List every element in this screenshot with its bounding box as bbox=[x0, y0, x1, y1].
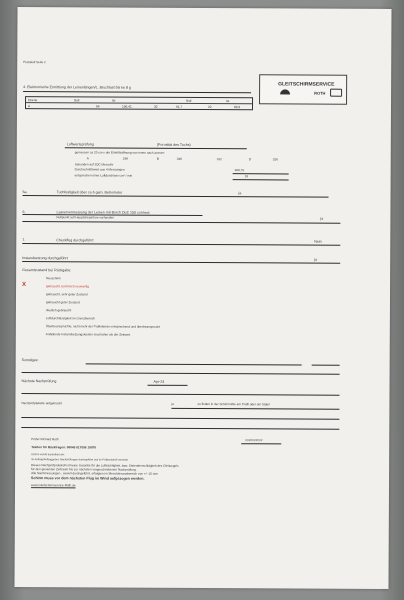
divider bbox=[21, 417, 339, 420]
section4-title: 4. Elektronische Ermittlung der Leinenlängen/L. Bruchlast bis ke 8 g bbox=[23, 85, 131, 90]
sticker-note: zu finden in der Schirmmitte am Profil oder am Stabil bbox=[197, 401, 270, 407]
maintenance-label: Instandsetzung durchgeführt bbox=[22, 256, 68, 261]
table-cell: 32 bbox=[153, 104, 158, 109]
condition-option-selected: gebraucht, technisch neuwertig bbox=[46, 284, 89, 289]
table-cell: 22 bbox=[207, 104, 212, 109]
phone-label: Telefon für Rückfragen: 00049 017096 19975 bbox=[31, 445, 97, 450]
seconds-label: Sekunden auf JDC Messuhr bbox=[74, 162, 114, 167]
selected-mark: X bbox=[22, 282, 27, 289]
sticker-value: ja bbox=[171, 401, 174, 406]
cell-key: B bbox=[156, 156, 159, 161]
divider bbox=[23, 195, 329, 198]
condition-option: Überbeanspruchte, nicht mehr der Prüfkriterien entsprechend und überbeansprucht bbox=[45, 324, 161, 329]
sticker-label: Nachprüfplakette aufgebracht bbox=[21, 401, 63, 406]
section6-number: 6. bbox=[22, 210, 26, 215]
footer-line2: Im Auftrag/Auftraggeber: Nachprüfungen durchgeführt und im Prüfprotokoll vermerkt bbox=[31, 458, 128, 462]
divider bbox=[171, 408, 339, 410]
table-cell: 196,41 bbox=[121, 104, 132, 109]
divider bbox=[233, 179, 289, 180]
table-cell: 64 bbox=[95, 104, 100, 109]
table-header: Ist bbox=[226, 98, 230, 103]
table-header: Ist bbox=[112, 98, 116, 103]
line-length-table bbox=[25, 96, 253, 110]
table-cell: 89,9 bbox=[233, 104, 241, 109]
section6-sub: Nullpunkt auf Hauptstreparture vorhanden bbox=[56, 215, 115, 220]
divider bbox=[241, 443, 281, 444]
divider bbox=[86, 363, 302, 365]
per-min-value: 18 bbox=[244, 174, 249, 179]
measured-note: gemessen ca 20 cm v der Eintrittsöffnung von innen nach aussen bbox=[74, 150, 165, 155]
footer-line3: Dieses Nachprüfprotokoll ist keine Garantie für die Lufttüchtigkeit, bzw. Steiendenschlägkeit des Gleitsegels bbox=[31, 463, 179, 468]
divider bbox=[22, 372, 340, 375]
condition-option: Anfallende Instandsetzungskosten sind höher als der Zeitwert bbox=[45, 332, 131, 337]
condition-option: Luftdurchlässigkeit im Grenzbereich bbox=[45, 316, 96, 321]
cell-value: 326 bbox=[272, 157, 278, 162]
footer-line4: für den gesamten Zeitraum bis zur nächsten vorgeschriebenen Nachprüfung. bbox=[31, 467, 137, 472]
divider bbox=[312, 365, 340, 366]
protocol-label: Protokoll Seite 2 bbox=[23, 60, 46, 65]
cell-value: 249 bbox=[122, 156, 128, 161]
table-header: Ebene bbox=[28, 97, 38, 102]
footer-line5: Alle Nachmessungen , soweit durchgeführt, erfolgten im Messtoleranzbereich von +/- 15 mm bbox=[31, 471, 158, 476]
cell-key: D bbox=[248, 157, 251, 162]
company-logo bbox=[259, 74, 347, 104]
table-header: Soll bbox=[74, 98, 80, 103]
condition-option: Neuschirm bbox=[46, 276, 61, 281]
air-test-title: Luftwerteprüfung bbox=[66, 142, 94, 147]
divider bbox=[233, 173, 289, 174]
section6-value: ja bbox=[320, 216, 324, 221]
section5-number: 5a. bbox=[22, 190, 28, 195]
glider-wing-icon bbox=[280, 89, 290, 94]
footer-line1: Schirm wurde kontrolliert am: bbox=[31, 453, 65, 457]
table-cell: A bbox=[27, 103, 31, 108]
next-check-value: Apr-24 bbox=[153, 379, 165, 384]
section6-label: Lasververmessung der Leinen mit Borch DLE 150 connect bbox=[56, 210, 150, 215]
per-min-label: entsprechen einer Luftdurchlass cm² / min bbox=[74, 173, 133, 178]
average-label: Durchschnittswert aus 4 Messungen bbox=[74, 167, 125, 172]
website-link[interactable]: www.Gleitschirmservice-Roth.de bbox=[31, 483, 76, 488]
table-row bbox=[26, 103, 252, 109]
porosity-label: (Porosität des Tuchs) bbox=[156, 142, 191, 147]
section7-value: Nein bbox=[314, 239, 322, 244]
cell-value: 348 bbox=[176, 156, 182, 161]
table-header: Soll bbox=[186, 98, 192, 103]
condition-option: gebraucht, sehr guter Zustand bbox=[46, 292, 88, 297]
next-check-label: Nächste Nachprüfung bbox=[21, 379, 57, 384]
divider bbox=[21, 427, 339, 430]
section5-value: ja bbox=[238, 191, 242, 196]
condition-option: deutlich gebraucht bbox=[45, 308, 72, 313]
logo-title: GLEITSCHIRMSERVICE bbox=[278, 81, 335, 88]
overall-title: Gesamtzustand bei Rückgabe: bbox=[22, 268, 72, 273]
inspector-signature: ########## bbox=[245, 438, 263, 443]
divider bbox=[22, 221, 340, 224]
table-cell: 91,7 bbox=[175, 104, 183, 109]
divider bbox=[23, 91, 251, 93]
section7-number: 7. bbox=[22, 238, 26, 243]
van-icon bbox=[330, 89, 342, 97]
divider bbox=[65, 147, 247, 149]
divider bbox=[148, 385, 188, 386]
document-page bbox=[14, 7, 391, 589]
footer-line6: Schirm muss vor dem nächsten Flug im Wind aufgezogen werden. bbox=[31, 476, 145, 481]
divider bbox=[21, 393, 339, 396]
cell-key: A bbox=[86, 156, 89, 161]
condition-option: gebraucht guter Zustand bbox=[45, 300, 80, 305]
section7-label: Checkflug durchgeführt bbox=[56, 238, 94, 243]
sonstiges-label: Sonstiges: bbox=[21, 358, 39, 363]
inspector-label: Prüfer Richard Roth bbox=[31, 437, 59, 442]
maintenance-value: ja bbox=[314, 257, 318, 262]
average-value: 308,75 bbox=[234, 168, 245, 173]
logo-subtitle: ROTH bbox=[314, 90, 326, 96]
section5-label: Tuchfestigkeit über ca 6 gem. Betrometer bbox=[56, 190, 123, 195]
cell-value: 312 bbox=[216, 157, 222, 162]
